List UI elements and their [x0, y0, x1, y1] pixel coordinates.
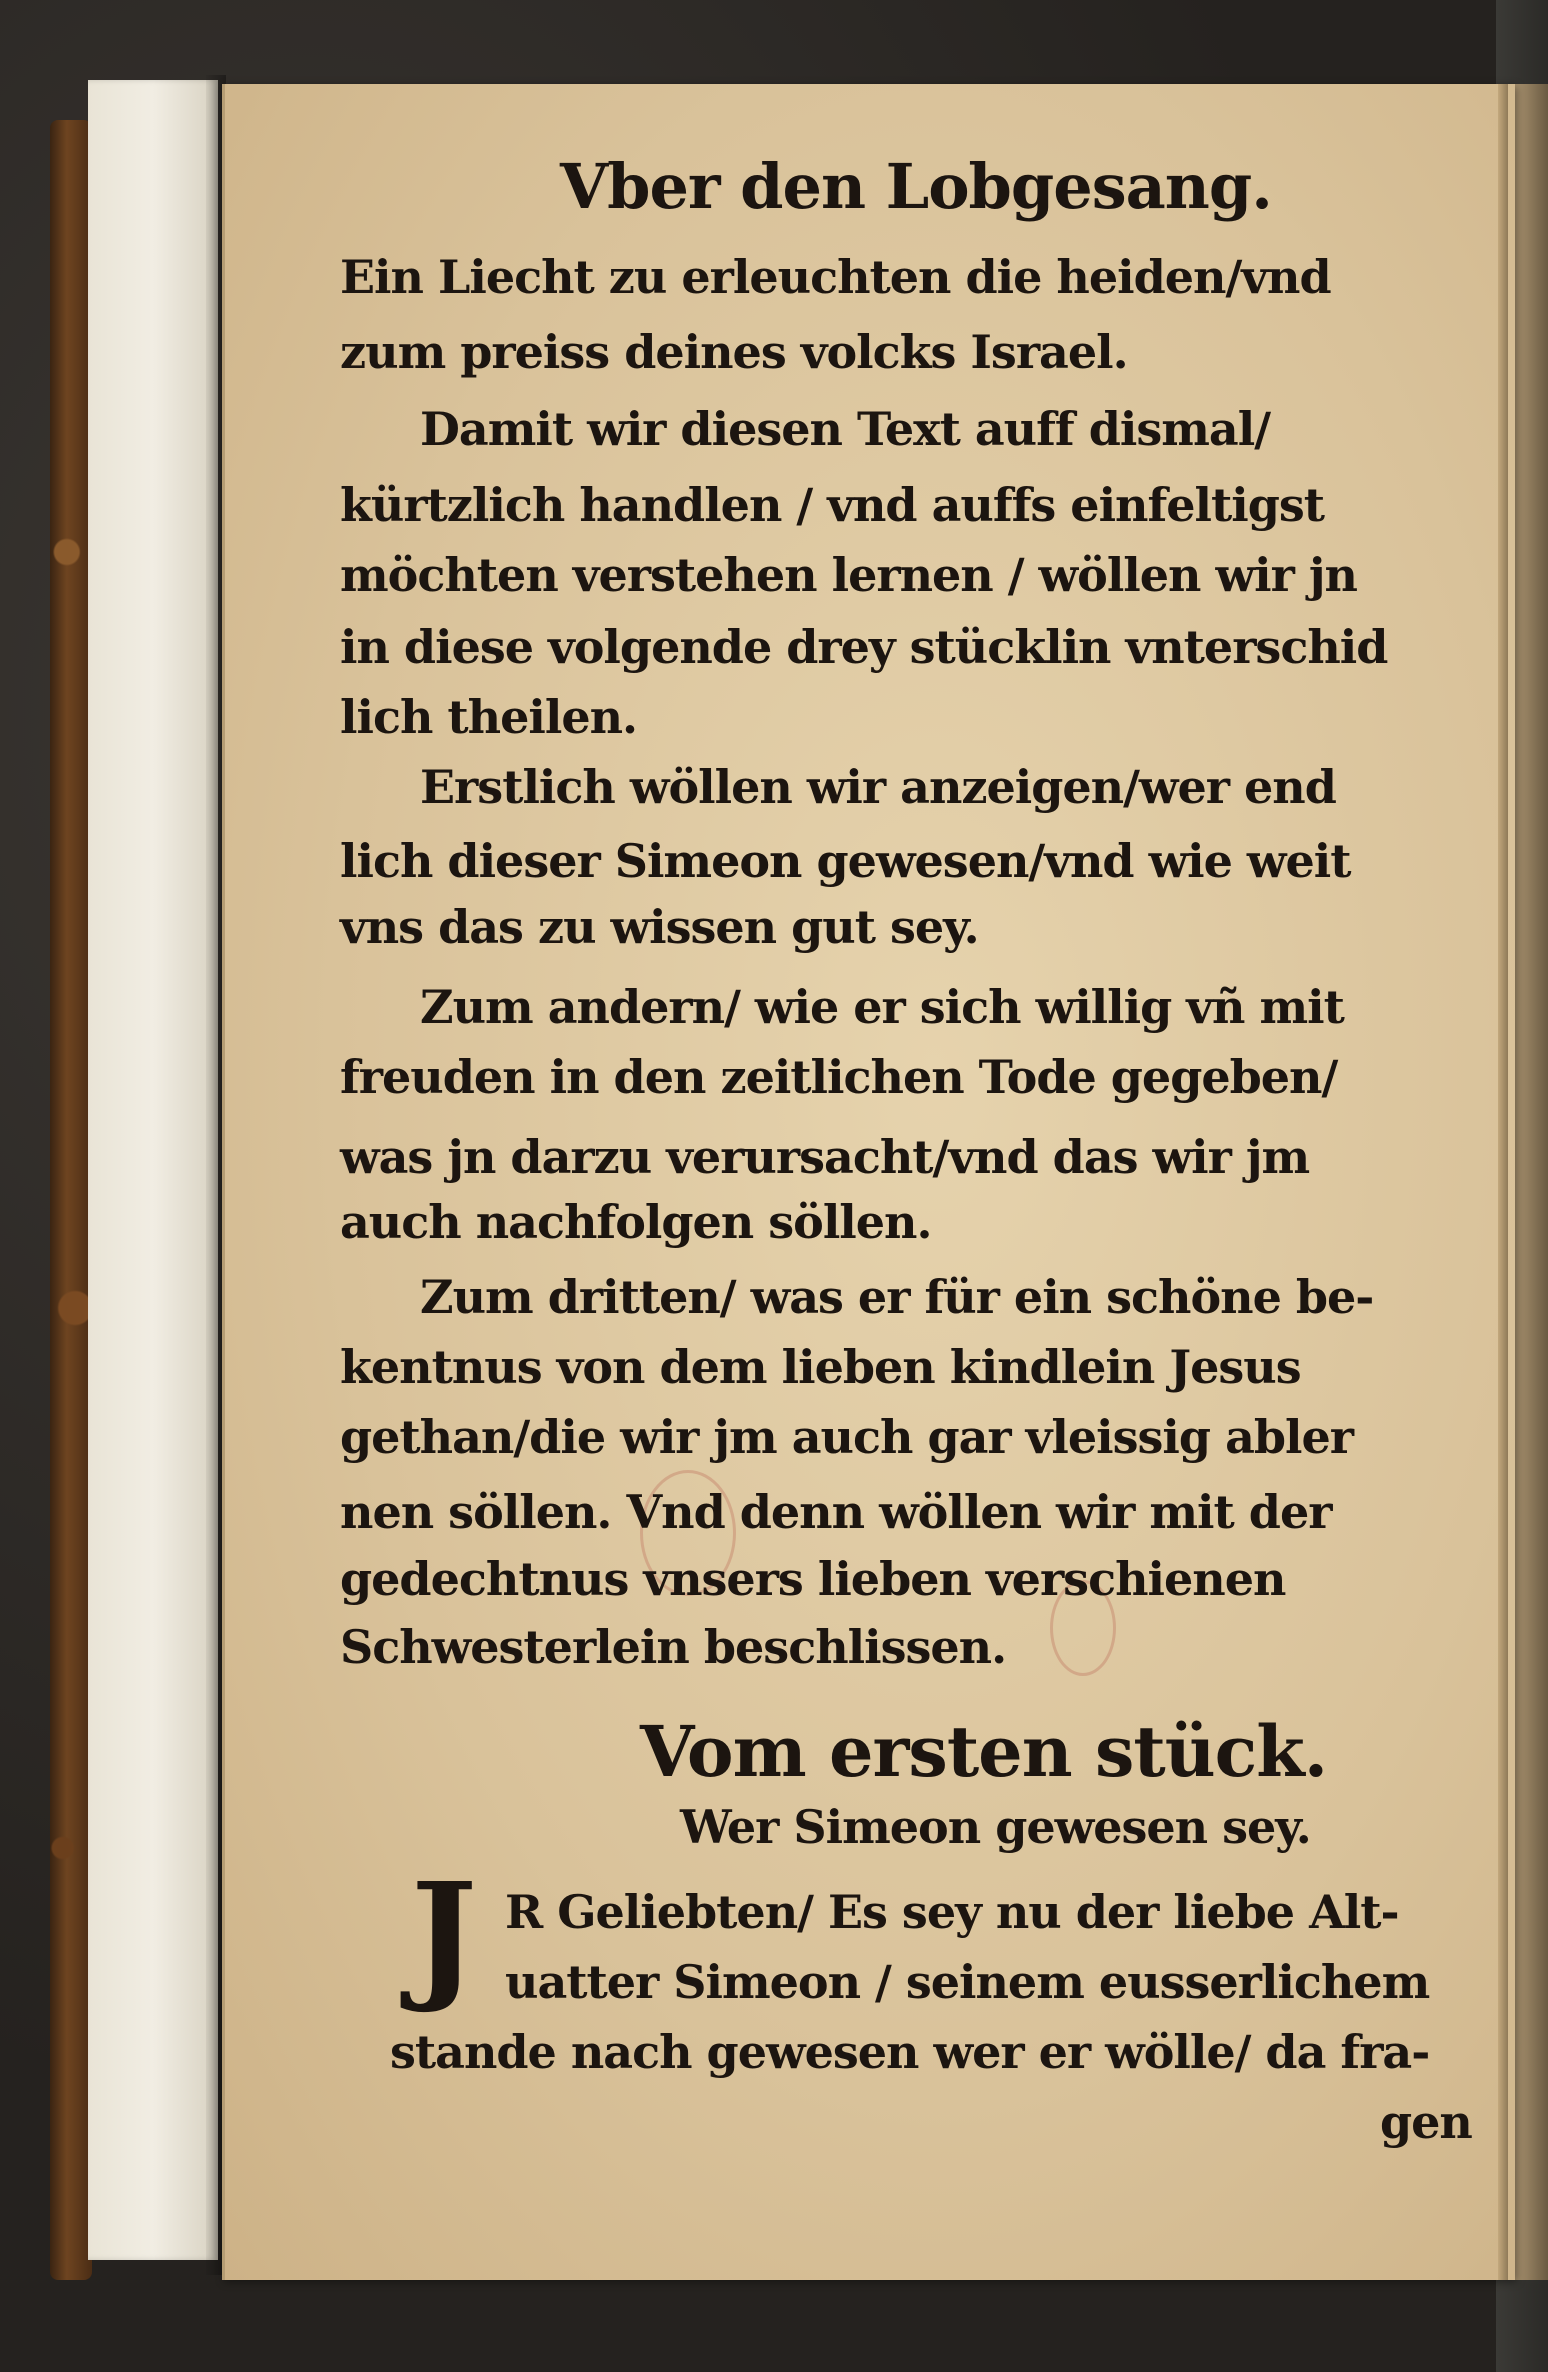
text-line-9: lich dieser Simeon gewesen/vnd wie weit	[340, 834, 1351, 888]
text-line-18: nen söllen. Vnd denn wöllen wir mit der	[340, 1485, 1332, 1539]
text-line-11: Zum andern/ wie er sich willig vñ mit	[420, 980, 1344, 1034]
section-title: Vom ersten stück.	[640, 1710, 1328, 1793]
text-line-17: gethan/die wir jm auch gar vleissig abler	[340, 1410, 1354, 1464]
text-line-16: kentnus von dem lieben kindlein Jesus	[340, 1340, 1301, 1394]
catchword: gen	[1380, 2095, 1472, 2149]
section-subtitle: Wer Simeon gewesen sey.	[680, 1800, 1311, 1854]
text-line-14: auch nachfolgen söllen.	[340, 1195, 932, 1249]
text-line-15: Zum dritten/ was er für ein schöne be-	[420, 1270, 1374, 1324]
paper-block-edges	[88, 80, 218, 2260]
body-line-1: R Geliebten/ Es sey nu der liebe Alt-	[505, 1885, 1399, 1939]
page-header: Vber den Lobgesang.	[560, 150, 1272, 223]
text-line-10: vns das zu wissen gut sey.	[340, 900, 979, 954]
text-line-5: möchten verstehen lernen / wöllen wir jn	[340, 548, 1357, 602]
text-line-7: lich theilen.	[340, 690, 638, 744]
text-line-8: Erstlich wöllen wir anzeigen/wer end	[420, 760, 1336, 814]
text-line-19: gedechtnus vnsers lieben verschienen	[340, 1552, 1286, 1606]
text-line-20: Schwesterlein beschlissen.	[340, 1620, 1007, 1674]
text-line-4: kürtzlich handlen / vnd auffs einfeltigst	[340, 478, 1325, 532]
body-line-3: stande nach gewesen wer er wölle/ da fra-	[390, 2025, 1430, 2079]
text-line-6: in diese volgende drey stücklin vnterschid	[340, 620, 1388, 674]
book-spine-edge	[50, 120, 92, 2280]
text-line-2: zum preiss deines volcks Israel.	[340, 325, 1128, 379]
decorative-initial: J	[410, 1853, 478, 2017]
text-line-1: Ein Liecht zu erleuchten die heiden/vnd	[340, 250, 1331, 304]
text-line-13: was jn darzu verursacht/vnd das wir jm	[340, 1130, 1310, 1184]
text-line-12: freuden in den zeitlichen Tode gegeben/	[340, 1050, 1338, 1104]
text-line-3: Damit wir diesen Text auff dismal/	[420, 402, 1270, 456]
body-line-2: uatter Simeon / seinem eusserlichem	[505, 1955, 1430, 2009]
page-right-edge	[1498, 84, 1508, 2280]
